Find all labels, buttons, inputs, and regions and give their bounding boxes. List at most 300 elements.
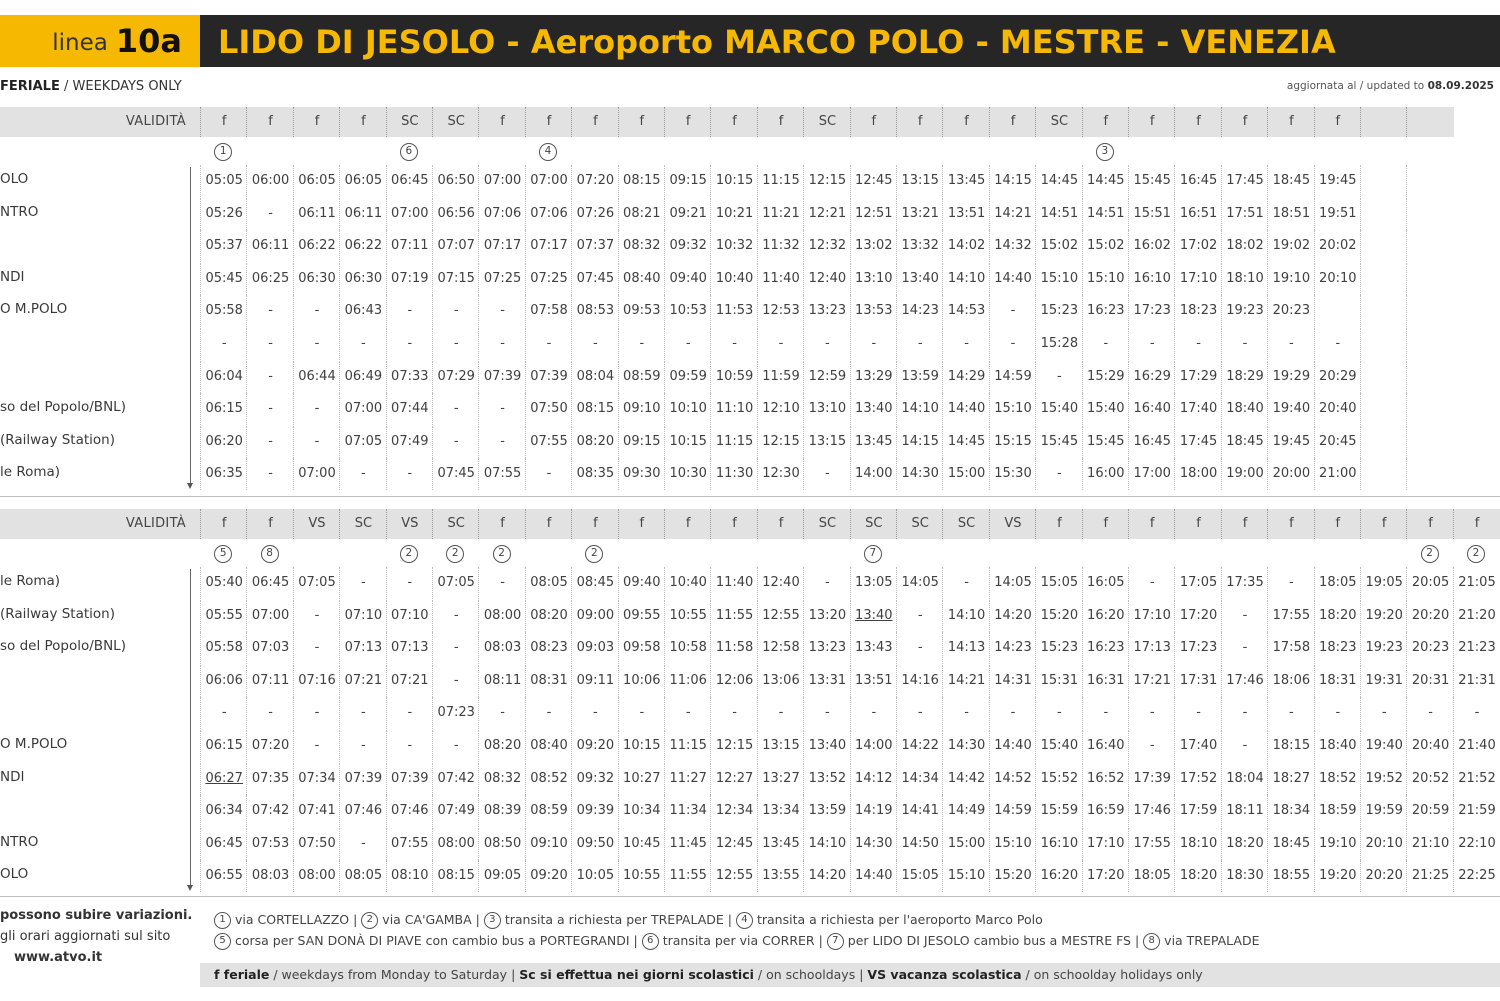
time-cell: 16:00 bbox=[1082, 458, 1129, 490]
time-cell: 14:23 bbox=[989, 632, 1036, 664]
time-cell: - bbox=[896, 328, 943, 360]
time-cell: 18:04 bbox=[1221, 763, 1268, 795]
time-cell: 15:45 bbox=[1082, 426, 1129, 458]
stop-name: OLO bbox=[0, 866, 29, 883]
validity-cell: VS bbox=[989, 509, 1036, 539]
time-cell: - bbox=[293, 295, 340, 327]
note-cell bbox=[942, 542, 988, 566]
time-cell: - bbox=[710, 328, 757, 360]
time-cell: 20:10 bbox=[1314, 263, 1361, 295]
line-number: 10a bbox=[115, 22, 182, 60]
time-cell: 19:05 bbox=[1360, 567, 1407, 599]
validity-legend-bar bbox=[200, 963, 1500, 987]
time-cell: 13:32 bbox=[896, 230, 943, 262]
time-cell: 07:55 bbox=[386, 828, 433, 860]
time-cell: - bbox=[942, 567, 989, 599]
validity-cell: f bbox=[1267, 107, 1314, 137]
time-cell: 16:10 bbox=[1035, 828, 1082, 860]
time-cell: - bbox=[1035, 697, 1082, 729]
validita-label: VALIDITÀ bbox=[0, 107, 200, 137]
time-cell: 15:40 bbox=[1035, 730, 1082, 762]
time-cell: 07:50 bbox=[293, 828, 340, 860]
time-cell: - bbox=[1221, 697, 1268, 729]
note-cell bbox=[896, 542, 942, 566]
time-cell: 14:21 bbox=[989, 198, 1036, 230]
time-cell: 19:51 bbox=[1314, 198, 1361, 230]
time-cell: 07:03 bbox=[246, 632, 293, 664]
time-cell: 14:52 bbox=[989, 763, 1036, 795]
time-cell: 05:45 bbox=[200, 263, 247, 295]
time-cell: 16:45 bbox=[1128, 426, 1175, 458]
time-cell: - bbox=[339, 828, 386, 860]
note-cell bbox=[1128, 542, 1174, 566]
time-cell: 12:06 bbox=[710, 665, 757, 697]
time-cell: 20:31 bbox=[1406, 665, 1453, 697]
time-cell: 13:15 bbox=[757, 730, 804, 762]
time-cell: 18:29 bbox=[1221, 361, 1268, 393]
time-cell: 07:55 bbox=[525, 426, 572, 458]
time-cell: 21:00 bbox=[1314, 458, 1361, 490]
time-cell: 10:45 bbox=[618, 828, 665, 860]
time-cell: 10:59 bbox=[710, 361, 757, 393]
time-cell: - bbox=[1035, 458, 1082, 490]
time-cell: 09:53 bbox=[618, 295, 665, 327]
time-cell: - bbox=[1267, 567, 1314, 599]
legend-note-text: transita a richiesta per l'aeroporto Marco Polo bbox=[756, 912, 1043, 927]
time-cell: 17:20 bbox=[1174, 600, 1221, 632]
time-cell: 11:32 bbox=[757, 230, 804, 262]
time-cell: 10:15 bbox=[710, 165, 757, 197]
note-cell bbox=[1128, 140, 1174, 164]
service-feriale: FERIALE bbox=[0, 79, 60, 94]
time-cell: 15:00 bbox=[942, 458, 989, 490]
time-cell: 16:45 bbox=[1174, 165, 1221, 197]
time-cell: 18:45 bbox=[1267, 828, 1314, 860]
time-cell: 15:28 bbox=[1035, 328, 1082, 360]
time-cell: - bbox=[1128, 567, 1175, 599]
time-cell: 16:20 bbox=[1082, 600, 1129, 632]
note-cell bbox=[1360, 140, 1406, 164]
time-cell: 14:00 bbox=[850, 458, 897, 490]
time-cell: - bbox=[478, 426, 525, 458]
time-cell: 09:10 bbox=[525, 828, 572, 860]
time-cell: - bbox=[246, 697, 293, 729]
note-marker: 2 bbox=[585, 545, 603, 563]
time-cell: 06:00 bbox=[246, 165, 293, 197]
time-cell: 06:20 bbox=[200, 426, 247, 458]
time-cell: 16:31 bbox=[1082, 665, 1129, 697]
time-cell: 09:40 bbox=[618, 567, 665, 599]
note-cell bbox=[896, 140, 942, 164]
time-cell: - bbox=[1314, 328, 1361, 360]
time-cell: 14:30 bbox=[896, 458, 943, 490]
timetable-outbound bbox=[0, 107, 1500, 497]
time-cell: - bbox=[896, 600, 943, 632]
validity-cell: f bbox=[478, 107, 525, 137]
direction-arrow bbox=[190, 167, 191, 485]
legend-note-marker: 6 bbox=[642, 933, 659, 950]
time-cell: 21:31 bbox=[1453, 665, 1500, 697]
time-cell: 10:34 bbox=[618, 795, 665, 827]
time-cell: 08:21 bbox=[618, 198, 665, 230]
time-cell: 14:05 bbox=[896, 567, 943, 599]
time-cell: - bbox=[432, 328, 479, 360]
time-cell: 07:13 bbox=[386, 632, 433, 664]
time-cell: 16:05 bbox=[1082, 567, 1129, 599]
stop-name: (Railway Station) bbox=[0, 605, 115, 622]
note-cell bbox=[850, 542, 896, 566]
time-cell: 14:31 bbox=[989, 665, 1036, 697]
time-cell: 16:20 bbox=[1035, 860, 1082, 892]
legend-line-1 bbox=[214, 909, 1260, 930]
time-cell: 08:10 bbox=[386, 860, 433, 892]
time-cell: - bbox=[432, 730, 479, 762]
line-label: linea bbox=[52, 30, 108, 56]
time-cell: 14:40 bbox=[989, 730, 1036, 762]
time-cell: - bbox=[478, 393, 525, 425]
time-cell bbox=[1360, 295, 1407, 327]
time-cell: 06:50 bbox=[432, 165, 479, 197]
time-cell: 08:15 bbox=[618, 165, 665, 197]
time-cell: 10:55 bbox=[618, 860, 665, 892]
time-cell bbox=[1360, 361, 1407, 393]
time-cell: 22:10 bbox=[1453, 828, 1500, 860]
time-cell: 17:10 bbox=[1128, 600, 1175, 632]
time-cell: 12:59 bbox=[803, 361, 850, 393]
stop-name: NDI bbox=[0, 768, 25, 785]
note-cell bbox=[1174, 542, 1220, 566]
time-cell: 12:15 bbox=[710, 730, 757, 762]
time-cell: 09:40 bbox=[664, 263, 711, 295]
time-cell: 21:05 bbox=[1453, 567, 1500, 599]
time-cell: 06:22 bbox=[293, 230, 340, 262]
time-cell: 14:34 bbox=[896, 763, 943, 795]
time-cell: 19:45 bbox=[1267, 426, 1314, 458]
time-cell: - bbox=[1267, 328, 1314, 360]
stop-name: NTRO bbox=[0, 833, 39, 850]
validity-cell: f bbox=[1360, 509, 1407, 539]
note-cell bbox=[942, 140, 988, 164]
time-cell: 14:02 bbox=[942, 230, 989, 262]
validity-row bbox=[0, 509, 1500, 539]
time-cell: 15:10 bbox=[942, 860, 989, 892]
time-cell: 09:00 bbox=[571, 600, 618, 632]
time-cell: 07:05 bbox=[339, 426, 386, 458]
time-cell: 19:23 bbox=[1360, 632, 1407, 664]
validity-cell: f bbox=[1082, 509, 1129, 539]
validity-cell: f bbox=[200, 509, 247, 539]
note-cell bbox=[803, 542, 849, 566]
time-cell: 15:20 bbox=[989, 860, 1036, 892]
time-cell bbox=[1406, 198, 1453, 230]
time-cell bbox=[1360, 165, 1407, 197]
time-cell: 18:59 bbox=[1314, 795, 1361, 827]
time-cell bbox=[1406, 426, 1453, 458]
time-cell: 17:55 bbox=[1128, 828, 1175, 860]
time-cell: - bbox=[339, 567, 386, 599]
note-cell bbox=[1314, 542, 1360, 566]
time-cell: 15:02 bbox=[1035, 230, 1082, 262]
validity-cell: f bbox=[850, 107, 897, 137]
time-cell: - bbox=[1221, 600, 1268, 632]
time-cell: 05:58 bbox=[200, 632, 247, 664]
time-cell: 13:59 bbox=[896, 361, 943, 393]
time-cell: - bbox=[618, 697, 665, 729]
time-cell: 12:51 bbox=[850, 198, 897, 230]
time-cell: 07:44 bbox=[386, 393, 433, 425]
time-cell: 21:25 bbox=[1406, 860, 1453, 892]
time-cell: 07:46 bbox=[339, 795, 386, 827]
time-cell: 21:10 bbox=[1406, 828, 1453, 860]
time-cell: 15:31 bbox=[1035, 665, 1082, 697]
legend-note-marker: 5 bbox=[214, 933, 231, 950]
time-cell: 13:10 bbox=[803, 393, 850, 425]
time-cell: 07:45 bbox=[571, 263, 618, 295]
note-marker: 4 bbox=[539, 143, 557, 161]
legend-note-text: corsa per SAN DONÀ DI PIAVE con cambio bus a PORTEGRANDI bbox=[235, 933, 630, 948]
validity-cell: VS bbox=[293, 509, 340, 539]
time-cell: - bbox=[478, 328, 525, 360]
time-cell: 16:02 bbox=[1128, 230, 1175, 262]
legend-note-marker: 4 bbox=[736, 912, 753, 929]
time-cell: 07:11 bbox=[386, 230, 433, 262]
time-cell: 20:23 bbox=[1267, 295, 1314, 327]
time-cell: 19:23 bbox=[1221, 295, 1268, 327]
time-cell: 20:40 bbox=[1314, 393, 1361, 425]
time-cell: - bbox=[293, 697, 340, 729]
time-cell: - bbox=[386, 328, 433, 360]
time-cell: 05:55 bbox=[200, 600, 247, 632]
stop-name: so del Popolo/BNL) bbox=[0, 399, 126, 416]
time-cell: 07:25 bbox=[525, 263, 572, 295]
time-cell: 06:45 bbox=[386, 165, 433, 197]
time-cell: 14:15 bbox=[989, 165, 1036, 197]
time-cell: 15:30 bbox=[989, 458, 1036, 490]
time-cell: 11:15 bbox=[664, 730, 711, 762]
validity-cell: f bbox=[618, 107, 665, 137]
time-cell: - bbox=[710, 697, 757, 729]
time-cell: 09:55 bbox=[618, 600, 665, 632]
time-cell: 06:44 bbox=[293, 361, 340, 393]
time-cell: 14:20 bbox=[803, 860, 850, 892]
time-cell: 08:20 bbox=[571, 426, 618, 458]
time-cell: 14:51 bbox=[1082, 198, 1129, 230]
time-cell: 18:20 bbox=[1221, 828, 1268, 860]
note-cell bbox=[664, 542, 710, 566]
time-cell: 20:59 bbox=[1406, 795, 1453, 827]
time-cell: 09:32 bbox=[571, 763, 618, 795]
time-cell: 10:05 bbox=[571, 860, 618, 892]
validity-cell: f bbox=[246, 509, 293, 539]
validity-cell: f bbox=[293, 107, 340, 137]
legend-note-marker: 2 bbox=[361, 912, 378, 929]
note-cell bbox=[1035, 542, 1081, 566]
time-cell: 08:40 bbox=[618, 263, 665, 295]
time-cell: 15:23 bbox=[1035, 295, 1082, 327]
time-cell: 17:58 bbox=[1267, 632, 1314, 664]
time-cell: 09:20 bbox=[571, 730, 618, 762]
time-cell: 18:00 bbox=[1174, 458, 1221, 490]
time-cell: 11:40 bbox=[710, 567, 757, 599]
time-cell: 18:20 bbox=[1174, 860, 1221, 892]
time-cell: 10:15 bbox=[618, 730, 665, 762]
time-cell: 14:15 bbox=[896, 426, 943, 458]
time-cell: 08:15 bbox=[432, 860, 479, 892]
stop-name: OLO bbox=[0, 171, 29, 187]
time-cell: 08:03 bbox=[246, 860, 293, 892]
validity-row bbox=[0, 107, 1500, 137]
time-cell: 06:45 bbox=[246, 567, 293, 599]
time-cell: - bbox=[432, 393, 479, 425]
note-cell bbox=[757, 542, 803, 566]
time-cell: 07:37 bbox=[571, 230, 618, 262]
time-cell: 07:26 bbox=[571, 198, 618, 230]
time-cell: 13:29 bbox=[850, 361, 897, 393]
time-cell: 05:37 bbox=[200, 230, 247, 262]
legend-note-marker: 1 bbox=[214, 912, 231, 929]
time-cell: 05:40 bbox=[200, 567, 247, 599]
time-cell: - bbox=[896, 632, 943, 664]
time-cell: 14:13 bbox=[942, 632, 989, 664]
time-cell: - bbox=[803, 328, 850, 360]
time-cell: 15:20 bbox=[1035, 600, 1082, 632]
time-cell: 12:45 bbox=[710, 828, 757, 860]
time-cell: 14:22 bbox=[896, 730, 943, 762]
time-cell: 14:16 bbox=[896, 665, 943, 697]
time-cell: 19:40 bbox=[1267, 393, 1314, 425]
time-cell: 17:20 bbox=[1082, 860, 1129, 892]
time-cell: 17:23 bbox=[1174, 632, 1221, 664]
note-cell bbox=[1406, 140, 1452, 164]
time-cell: 12:15 bbox=[757, 426, 804, 458]
time-cell bbox=[1360, 393, 1407, 425]
note-cell bbox=[386, 140, 432, 164]
time-cell: 12:40 bbox=[803, 263, 850, 295]
time-cell bbox=[1360, 198, 1407, 230]
note-cell bbox=[386, 542, 432, 566]
note-cell bbox=[1267, 140, 1313, 164]
time-cell: 06:35 bbox=[200, 458, 247, 490]
time-cell: 06:04 bbox=[200, 361, 247, 393]
service-type bbox=[0, 79, 182, 94]
time-cell bbox=[1360, 328, 1407, 360]
stop-name: le Roma) bbox=[0, 573, 61, 589]
note-cell bbox=[246, 542, 292, 566]
time-cell: 06:34 bbox=[200, 795, 247, 827]
time-cell: 06:11 bbox=[246, 230, 293, 262]
time-cell: 08:32 bbox=[478, 763, 525, 795]
time-cell: 07:58 bbox=[525, 295, 572, 327]
time-cell: 12:34 bbox=[710, 795, 757, 827]
time-cell: 16:29 bbox=[1128, 361, 1175, 393]
time-cell: 05:58 bbox=[200, 295, 247, 327]
legend-note-marker: 7 bbox=[827, 933, 844, 950]
time-cell: 08:20 bbox=[478, 730, 525, 762]
time-cell bbox=[1406, 165, 1453, 197]
time-cell: 07:00 bbox=[246, 600, 293, 632]
validity-cell: f bbox=[618, 509, 665, 539]
time-cell: 08:32 bbox=[618, 230, 665, 262]
validity-cell: f bbox=[942, 107, 989, 137]
time-cell: 18:51 bbox=[1267, 198, 1314, 230]
time-cell: 17:21 bbox=[1128, 665, 1175, 697]
time-cell: 05:26 bbox=[200, 198, 247, 230]
time-cell: 14:41 bbox=[896, 795, 943, 827]
time-cell: - bbox=[803, 567, 850, 599]
time-cell: 17:00 bbox=[1128, 458, 1175, 490]
time-cell: 21:40 bbox=[1453, 730, 1500, 762]
time-cell: - bbox=[850, 697, 897, 729]
time-cell: - bbox=[386, 730, 433, 762]
time-cell bbox=[1406, 295, 1453, 327]
time-cell: 07:23 bbox=[432, 697, 479, 729]
time-cell: 07:42 bbox=[246, 795, 293, 827]
time-cell: 14:21 bbox=[942, 665, 989, 697]
time-cell: 20:23 bbox=[1406, 632, 1453, 664]
time-cell: 14:30 bbox=[942, 730, 989, 762]
time-cell: 13:43 bbox=[850, 632, 897, 664]
validity-cell: f bbox=[246, 107, 293, 137]
time-cell: - bbox=[1128, 697, 1175, 729]
note-cell bbox=[989, 140, 1035, 164]
validity-cell: f bbox=[710, 509, 757, 539]
time-cell: 07:53 bbox=[246, 828, 293, 860]
time-cell: 12:32 bbox=[803, 230, 850, 262]
time-cell: 16:23 bbox=[1082, 295, 1129, 327]
time-cell: 18:23 bbox=[1174, 295, 1221, 327]
time-cell: 19:40 bbox=[1360, 730, 1407, 762]
time-cell: 07:21 bbox=[386, 665, 433, 697]
legend-vs-text: / on schoolday holidays only bbox=[1021, 967, 1203, 982]
validity-cell: f bbox=[200, 107, 247, 137]
time-cell: 16:10 bbox=[1128, 263, 1175, 295]
time-cell bbox=[1360, 426, 1407, 458]
time-cell: 18:05 bbox=[1128, 860, 1175, 892]
time-cell: 18:30 bbox=[1221, 860, 1268, 892]
time-cell: 07:05 bbox=[293, 567, 340, 599]
time-cell: 19:45 bbox=[1314, 165, 1361, 197]
time-cell: 07:35 bbox=[246, 763, 293, 795]
time-cell: - bbox=[339, 458, 386, 490]
note-cell bbox=[339, 542, 385, 566]
time-cell: 15:59 bbox=[1035, 795, 1082, 827]
time-cell: 14:32 bbox=[989, 230, 1036, 262]
validity-cell: f bbox=[1267, 509, 1314, 539]
time-cell bbox=[1314, 295, 1361, 327]
time-cell: 12:45 bbox=[850, 165, 897, 197]
time-cell: 17:35 bbox=[1221, 567, 1268, 599]
time-cell: 15:00 bbox=[942, 828, 989, 860]
time-cell: 20:20 bbox=[1406, 600, 1453, 632]
note-marker: 2 bbox=[493, 545, 511, 563]
time-cell: 11:06 bbox=[664, 665, 711, 697]
time-cell: 15:10 bbox=[989, 828, 1036, 860]
website-link[interactable]: www.atvo.it bbox=[14, 950, 103, 965]
time-cell: 10:30 bbox=[664, 458, 711, 490]
time-cell: 18:31 bbox=[1314, 665, 1361, 697]
notes-legend bbox=[214, 909, 1260, 951]
time-cell: 18:27 bbox=[1267, 763, 1314, 795]
time-cell: 11:34 bbox=[664, 795, 711, 827]
note-cell bbox=[200, 542, 246, 566]
time-cell: 13:34 bbox=[757, 795, 804, 827]
note-marker: 8 bbox=[261, 545, 279, 563]
time-cell: - bbox=[246, 295, 293, 327]
time-cell: 17:23 bbox=[1128, 295, 1175, 327]
time-cell: 13:53 bbox=[850, 295, 897, 327]
validity-cell: f bbox=[1082, 107, 1129, 137]
time-cell: 17:45 bbox=[1221, 165, 1268, 197]
